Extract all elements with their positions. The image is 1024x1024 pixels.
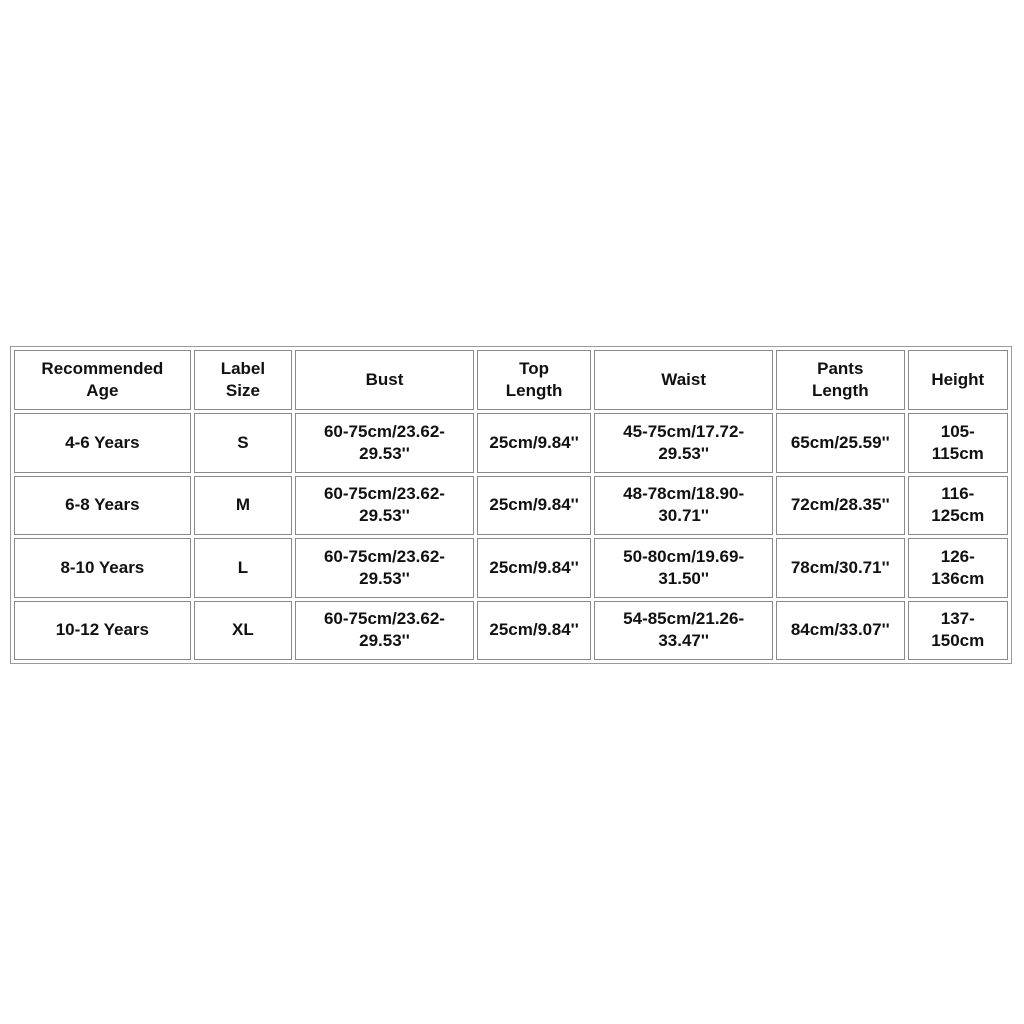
header-cell-bust: Bust bbox=[295, 350, 474, 410]
table-cell: 25cm/9.84'' bbox=[477, 538, 591, 598]
header-cell-recommended-age: Recommended Age bbox=[14, 350, 191, 410]
table-cell: 84cm/33.07'' bbox=[776, 601, 905, 661]
header-cell-waist: Waist bbox=[594, 350, 773, 410]
table-cell: 60-75cm/23.62- 29.53'' bbox=[295, 601, 474, 661]
table-cell: 50-80cm/19.69- 31.50'' bbox=[594, 538, 773, 598]
header-cell-height: Height bbox=[908, 350, 1008, 410]
table-header-row bbox=[14, 350, 1008, 410]
table-cell: 10-12 Years bbox=[14, 601, 191, 661]
table-cell: 126- 136cm bbox=[908, 538, 1008, 598]
table-cell: 25cm/9.84'' bbox=[477, 601, 591, 661]
table-cell: 6-8 Years bbox=[14, 476, 191, 536]
table-row bbox=[14, 538, 1008, 598]
table-row bbox=[14, 601, 1008, 661]
table-cell: 25cm/9.84'' bbox=[477, 476, 591, 536]
table-cell: L bbox=[194, 538, 292, 598]
table-cell: 78cm/30.71'' bbox=[776, 538, 905, 598]
table-cell: 60-75cm/23.62- 29.53'' bbox=[295, 413, 474, 473]
table-cell: 137- 150cm bbox=[908, 601, 1008, 661]
size-chart-table bbox=[10, 346, 1012, 664]
table-cell: 8-10 Years bbox=[14, 538, 191, 598]
header-cell-label-size: Label Size bbox=[194, 350, 292, 410]
table-cell: 65cm/25.59'' bbox=[776, 413, 905, 473]
table-cell: 4-6 Years bbox=[14, 413, 191, 473]
table-cell: 105- 115cm bbox=[908, 413, 1008, 473]
table-cell: 48-78cm/18.90- 30.71'' bbox=[594, 476, 773, 536]
table-cell: 72cm/28.35'' bbox=[776, 476, 905, 536]
table-cell: 60-75cm/23.62- 29.53'' bbox=[295, 476, 474, 536]
header-cell-pants-length: Pants Length bbox=[776, 350, 905, 410]
table-cell: 45-75cm/17.72- 29.53'' bbox=[594, 413, 773, 473]
table-cell: XL bbox=[194, 601, 292, 661]
table-cell: 60-75cm/23.62- 29.53'' bbox=[295, 538, 474, 598]
header-cell-top-length: Top Length bbox=[477, 350, 591, 410]
table-cell: 25cm/9.84'' bbox=[477, 413, 591, 473]
table-cell: 116- 125cm bbox=[908, 476, 1008, 536]
table-row bbox=[14, 476, 1008, 536]
table-cell: M bbox=[194, 476, 292, 536]
table-cell: S bbox=[194, 413, 292, 473]
table-cell: 54-85cm/21.26- 33.47'' bbox=[594, 601, 773, 661]
table-row bbox=[14, 413, 1008, 473]
